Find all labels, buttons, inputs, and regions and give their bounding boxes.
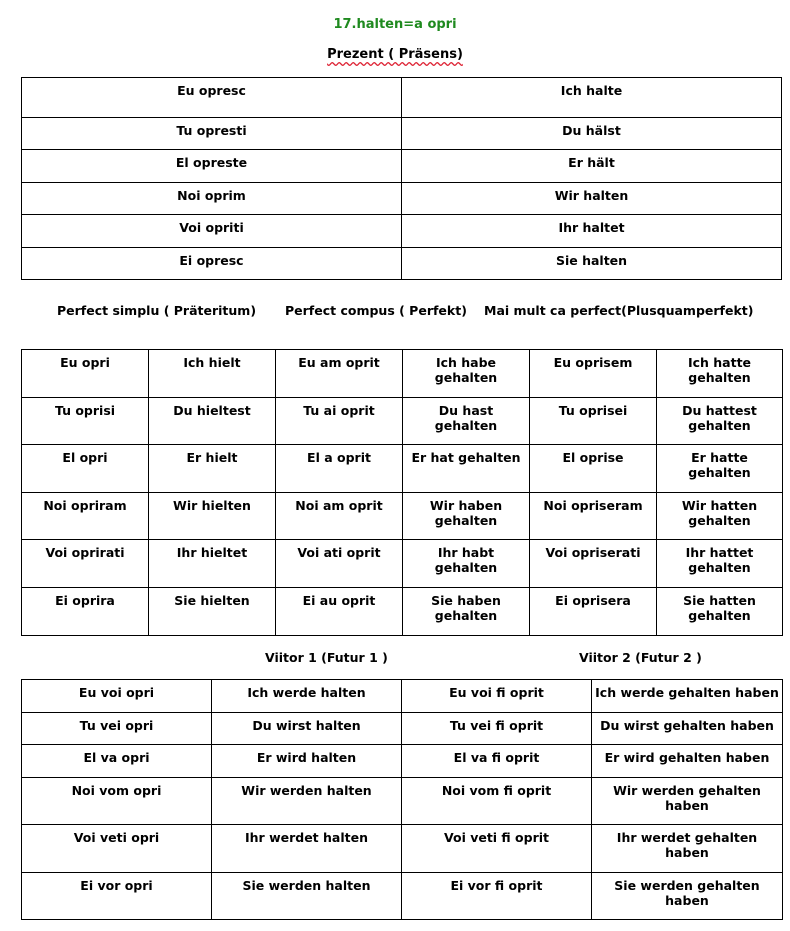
past-cell: Du hieltest [149, 398, 276, 445]
present-heading-text: Prezent ( Präsens) [327, 47, 463, 62]
future-row [22, 778, 783, 825]
future-table [21, 679, 783, 920]
future-cell: Wir werden gehalten haben [592, 778, 783, 825]
future-cell: Ei vor opri [22, 873, 212, 920]
future-cell: Noi vom opri [22, 778, 212, 825]
future-cell: Du wirst halten [212, 713, 402, 745]
past-cell: Ihr habt gehalten [403, 540, 530, 588]
present-cell: Eu opresc [22, 78, 402, 118]
present-heading [0, 47, 790, 62]
future-cell: Ich werde halten [212, 680, 402, 713]
past-cell: Noi am oprit [276, 493, 403, 540]
past-heading-preteritum: Perfect simplu ( Präteritum) [57, 303, 257, 318]
past-cell: Sie hatten gehalten [657, 588, 783, 636]
present-cell: Voi opriti [22, 215, 402, 248]
future-row [22, 745, 783, 778]
present-cell: Noi oprim [22, 183, 402, 215]
past-cell: El opri [22, 445, 149, 493]
future-cell: El va opri [22, 745, 212, 778]
future-cell: Voi veti fi oprit [402, 825, 592, 873]
present-cell: Er hält [402, 150, 782, 183]
past-table [21, 349, 783, 636]
past-cell: Wir hielten [149, 493, 276, 540]
past-row [22, 588, 783, 636]
past-cell: Tu oprisi [22, 398, 149, 445]
past-row [22, 445, 783, 493]
future-row [22, 680, 783, 713]
past-cell: Ei au oprit [276, 588, 403, 636]
past-cell: Ihr hieltet [149, 540, 276, 588]
present-row [22, 248, 782, 280]
past-heading-perfekt: Perfect compus ( Perfekt) [285, 303, 467, 318]
present-cell: Wir halten [402, 183, 782, 215]
future-cell: Voi veti opri [22, 825, 212, 873]
future-row [22, 825, 783, 873]
past-cell: Voi oprirati [22, 540, 149, 588]
future-cell: Ich werde gehalten haben [592, 680, 783, 713]
past-cell: Sie hielten [149, 588, 276, 636]
present-cell: Du hälst [402, 118, 782, 150]
past-cell: Voi opriserati [530, 540, 657, 588]
future-cell: Sie werden gehalten haben [592, 873, 783, 920]
future-cell: Noi vom fi oprit [402, 778, 592, 825]
future-row [22, 873, 783, 920]
future-cell: Eu voi fi oprit [402, 680, 592, 713]
future-heading-2: Viitor 2 (Futur 2 ) [579, 650, 702, 665]
present-table [21, 77, 782, 280]
future-cell: Er wird gehalten haben [592, 745, 783, 778]
future-cell: El va fi oprit [402, 745, 592, 778]
present-row [22, 183, 782, 215]
past-row [22, 398, 783, 445]
future-row [22, 713, 783, 745]
present-cell: Ich halte [402, 78, 782, 118]
past-cell: Eu am oprit [276, 350, 403, 398]
past-cell: Ich hatte gehalten [657, 350, 783, 398]
present-cell: Ei opresc [22, 248, 402, 280]
future-cell: Er wird halten [212, 745, 402, 778]
past-row [22, 350, 783, 398]
past-cell: Noi opriseram [530, 493, 657, 540]
past-heading-plusquamperfekt: Mai mult ca perfect(Plusquamperfekt) [484, 303, 754, 318]
past-cell: Wir hatten gehalten [657, 493, 783, 540]
past-cell: El oprise [530, 445, 657, 493]
past-cell: Tu ai oprit [276, 398, 403, 445]
past-cell: Sie haben gehalten [403, 588, 530, 636]
future-cell: Sie werden halten [212, 873, 402, 920]
past-row [22, 493, 783, 540]
past-cell: Ei oprisera [530, 588, 657, 636]
past-cell: Er hat gehalten [403, 445, 530, 493]
future-cell: Ihr werdet halten [212, 825, 402, 873]
past-cell: Ei oprira [22, 588, 149, 636]
present-cell: Tu opresti [22, 118, 402, 150]
page-title: 17.halten=a opri [333, 17, 457, 32]
past-cell: Eu opri [22, 350, 149, 398]
present-row [22, 118, 782, 150]
past-cell: Tu oprisei [530, 398, 657, 445]
present-row [22, 78, 782, 118]
past-cell: Wir haben gehalten [403, 493, 530, 540]
past-cell: El a oprit [276, 445, 403, 493]
future-cell: Ihr werdet gehalten haben [592, 825, 783, 873]
past-cell: Eu oprisem [530, 350, 657, 398]
past-cell: Voi ati oprit [276, 540, 403, 588]
future-cell: Ei vor fi oprit [402, 873, 592, 920]
future-cell: Tu vei opri [22, 713, 212, 745]
past-cell: Er hatte gehalten [657, 445, 783, 493]
present-cell: Ihr haltet [402, 215, 782, 248]
future-heading-1: Viitor 1 (Futur 1 ) [265, 650, 388, 665]
past-cell: Du hast gehalten [403, 398, 530, 445]
present-cell: Sie halten [402, 248, 782, 280]
present-row [22, 150, 782, 183]
past-cell: Ich habe gehalten [403, 350, 530, 398]
past-cell: Er hielt [149, 445, 276, 493]
present-cell: El opreste [22, 150, 402, 183]
future-cell: Wir werden halten [212, 778, 402, 825]
past-cell: Ihr hattet gehalten [657, 540, 783, 588]
future-cell: Tu vei fi oprit [402, 713, 592, 745]
present-row [22, 215, 782, 248]
future-cell: Du wirst gehalten haben [592, 713, 783, 745]
future-cell: Eu voi opri [22, 680, 212, 713]
past-cell: Noi opriram [22, 493, 149, 540]
past-cell: Ich hielt [149, 350, 276, 398]
past-cell: Du hattest gehalten [657, 398, 783, 445]
past-row [22, 540, 783, 588]
